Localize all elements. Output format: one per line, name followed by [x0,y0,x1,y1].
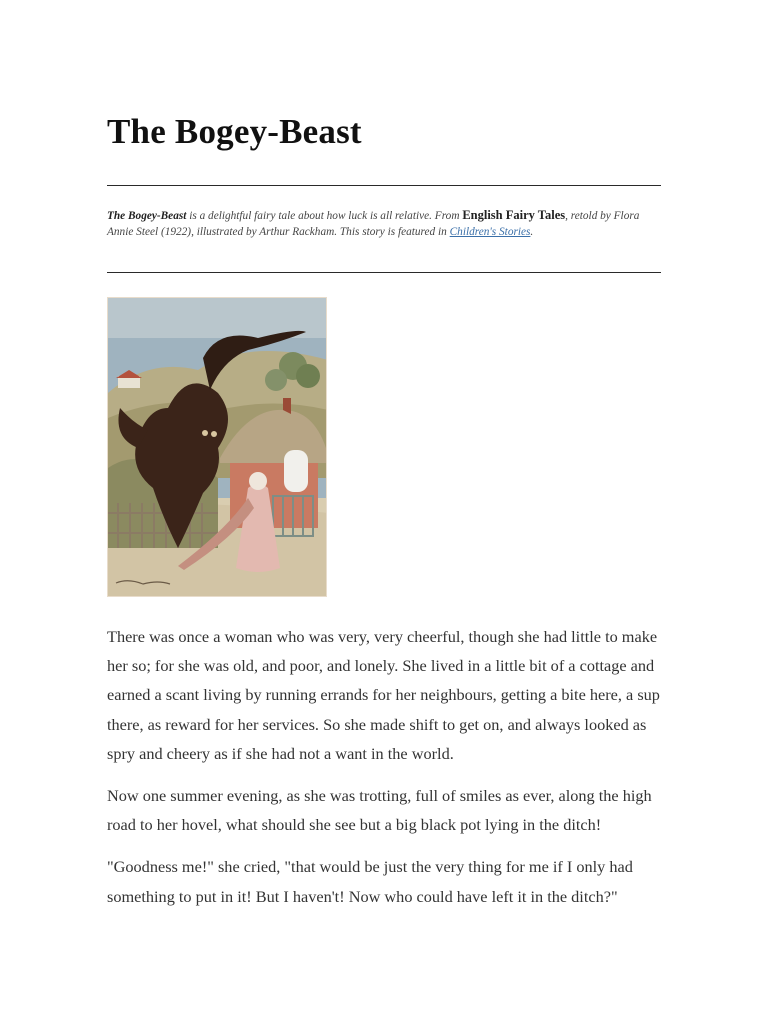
story-paragraph-1: There was once a woman who was very, very cheerful, though she had little to make her so; for she was old, and poor, and lonely. She lived in a little bit of a cottage and earned a scant living by running errands for her neighbours, getting a bite here, a sup there, as reward for her services. So she made shift to get on, and always looked as spry and cheery as if she had not a want in the world. [107,627,660,763]
bottom-divider [107,272,661,273]
intro-story-name: The Bogey-Beast [107,210,187,222]
intro-text-2: , retold by Flora Annie Steel (1922), illustrated by Arthur Rackham. This story is featured in [107,210,640,238]
intro-text-1: is a delightful fairy tale about how luck is all relative. From [186,210,463,222]
top-divider [107,185,661,186]
story-text [107,622,661,924]
intro-text-3: . [530,226,534,238]
intro-paragraph [107,207,661,240]
intro-book-name: English Fairy Tales [462,208,566,222]
story-paragraph-3: "Goodness me!" she cried, "that would be just the very thing for me if I only had something to put in it! But I haven't! Now who could have left it in the ditch?" [107,857,633,906]
illustration-drawing [108,298,327,597]
childrens-stories-link[interactable]: Children's Stories [449,226,531,238]
page-title: The Bogey-Beast [107,112,362,151]
story-illustration [107,297,327,597]
illustration-door [284,450,308,492]
story-paragraph-2: Now one summer evening, as she was trotting, full of smiles as ever, along the high road to her hovel, what should she see but a big black pot lying in the ditch! [107,786,652,835]
